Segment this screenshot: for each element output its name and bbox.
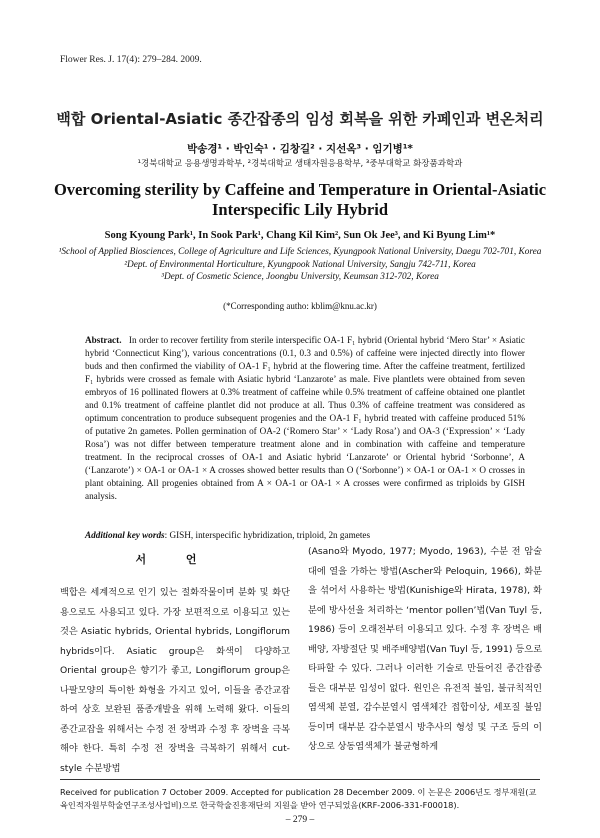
footnote-rule	[60, 779, 540, 780]
body-column-right: (Asano와 Myodo, 1977; Myodo, 1963), 수분 전 암술대에 열을 가하는 방법(Ascher와 Peloquin, 1966), 화분을 섞어서 사용하는 방법(Kunishige와 Hirata, 1978), 화분에 방사선을 처리하는 ‘mentor pollen’법(Van Tuyl 등, 1986) 등이 오래전부터 이용되고 있다. 수정 후 장벽은 배 배양, 자방절단 및 배주배양법(Van Tuyl 등, 1991) 등으로 타파할 수 있다. 그러나 이러한 기술로 만들어진 종간잡종들은 대부분 임성이 없다. 원인은 유전적 불임, 불규칙적인 염색체 분열, 감수분열시 염색체간 접합이상, 세포질 불임 등이며 대부분 감수분열시 방추사의 형성 및 구조 등의 이상으로 상동염색체가 불균형하게	[308, 546, 542, 752]
keywords-label: Additional key words	[85, 530, 165, 540]
corresponding-author: (*Corresponding autho: kblim@knu.ac.kr)	[223, 301, 377, 311]
abstract	[85, 334, 525, 503]
affiliation-2: ²Dept. of Environmental Horticulture, Kyungpook National University, Sangju 742-711, Korea	[124, 259, 476, 270]
abstract-text: In order to recover fertility from sterile interspecific OA-1 F₁ hybrid (Oriental hybrid ‘Mero Star’ × Asiatic hybrid ‘Connecticut King’), various concentrations (0.1, 0.3 and 0.5%) of caffeine were injected directly into flower buds and then confirmed the viability of OA-1 F₁ hybrid at the flowering time. After the caffeine treatment, fertilized F₁ hybrids were crossed as female with Asiatic hybrid ‘Lanzarote’ as male. Five plantlets were obtained from seven embryos of 16 pollinated flowers at 0.3% treatment of caffeine while 0.5% treatment of caffeine obtained one plantlet and 0.1% treatment of caffeine plantlet did not produce at all. Thus 0.3% of caffeine treatment was considered as optimum concentration to produce subsequent progenies and the OA-1 F₁ hybrid treated with caffeine produced 51% of putative 2n gametes. Pollen germination of OA-2 (‘Romero Star’ × ‘Lady Rosa’) and OA-3 (‘Expression’ × ‘Lady Rosa’) was not differ between temperature treatment alone and in combination with caffeine and temperature treatment. In the reciprocal crosses of OA-1 and Asiatic hybrid ‘Lanzarote’ or Oriental hybrid ‘Sorbonne’, A (‘Lanzarote’) × OA-1 or OA-1 × A crosses showed better results than O (‘Sorbonne’) × OA-1 or OA-1 × O crosses in plant obtaining. All progenies obtained from A × OA-1 or OA-1 × A crosses were confirmed as triploids by GISH analysis.	[85, 335, 525, 501]
korean-authors: 박송경¹ · 박인숙¹ · 김창길² · 지선옥³ · 임기병¹*	[187, 143, 413, 155]
footnote: Received for publication 7 October 2009. Accepted for publication 28 December 2009. 이 논문은 2006년도 정부재원(교육인적자원부학술연구조성사업비)으로 한국학술진흥재단의 지원을 받아 연구되었음(KRF-2006-331-F00018).	[60, 787, 537, 810]
english-title: Overcoming sterility by Caffeine and Temperature in Oriental-Asiatic Interspecific Lily Hybrid	[53, 180, 547, 219]
korean-title: 백합 Oriental-Asiatic 종간잡종의 임성 회복을 위한 카페인과 변온처리	[56, 110, 544, 128]
keywords	[85, 530, 525, 540]
journal-citation: Flower Res. J. 17(4): 279–284. 2009.	[60, 55, 202, 65]
korean-affiliations: ¹경북대학교 응용생명과학부, ²경북대학교 생태자원응용학부, ³중부대학교 화장품과학과	[137, 159, 463, 169]
affiliation-3: ³Dept. of Cosmetic Science, Joongbu University, Keumsan 312-702, Korea	[161, 272, 439, 282]
page-number: – 279 –	[285, 815, 315, 825]
english-affiliations	[50, 246, 550, 284]
body-column-left: 백합은 세계적으로 인기 있는 절화작물이며 분화 및 화단용으로도 사용되고 있다. 가장 보편적으로 이용되고 있는 것은 Asiatic hybrids, Oriental hybrids, Longiflorum hybrids이다. Asiatic group은 화색이 다양하고 Oriental group은 향기가 좋고, Longiflorum group은 나팔모양의 특이한 화형을 가지고 있어, 이들을 종간교잡하여 상호 보완된 품종개발을 위해 노력해 왔다. 이들의 종간교잡을 위해서는 수정 전 장벽과 수정 후 장벽을 극복해야 한다. 특히 수정 전 장벽을 극복하기 위해서 cut-style 수분방법	[60, 587, 290, 774]
keywords-text: : GISH, interspecific hybridization, triploid, 2n gametes	[164, 530, 371, 540]
section-heading: 서 언	[135, 553, 215, 566]
english-authors: Song Kyoung Park¹, In Sook Park¹, Chang Kil Kim², Sun Ok Jee³, and Ki Byung Lim¹*	[104, 230, 496, 241]
affiliation-1: ¹School of Applied Biosciences, College of Agriculture and Life Sciences, Kyungpook National University, Daegu 702-701, Korea	[58, 247, 542, 257]
abstract-label: Abstract.	[85, 335, 122, 345]
